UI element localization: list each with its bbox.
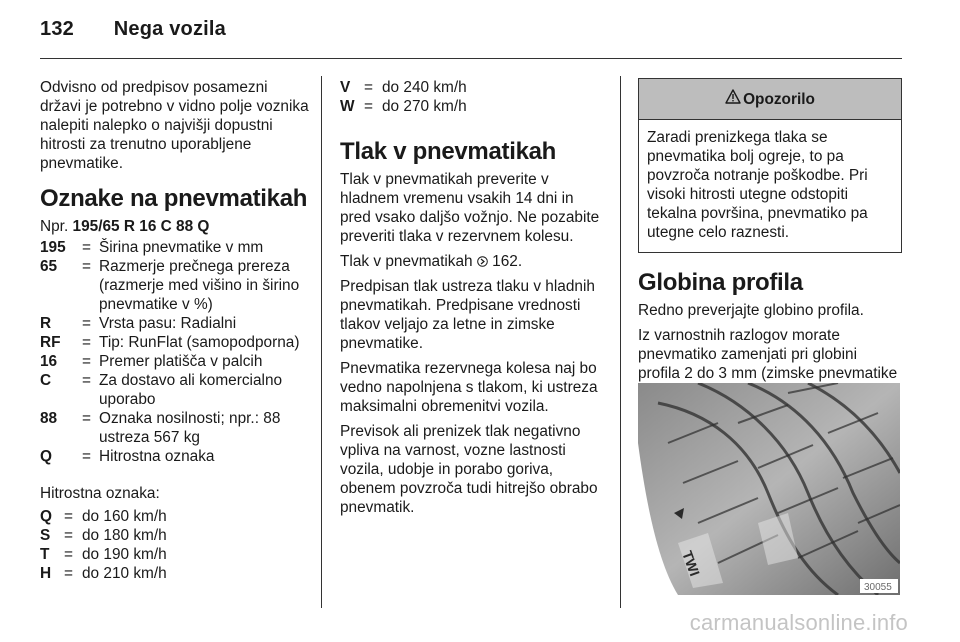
warning-box <box>638 78 902 253</box>
equals-sign: = <box>82 410 91 427</box>
definition-row <box>340 78 606 97</box>
speed-index-list-continued <box>340 78 606 116</box>
definition-row <box>40 507 312 526</box>
chapter-title: Nega vozila <box>113 18 226 40</box>
code-key: H <box>40 565 52 582</box>
code-key: 16 <box>40 353 58 370</box>
speed-index-label: Hitrostna oznaka: <box>40 485 160 502</box>
code-key: S <box>40 527 51 544</box>
pressure-paragraph-5: Previsok ali prenizek tlak negativno vpliva na varnost, vozne lastnosti vozila, udobje in porabo goriva, obenem povzroča tudi hitrejšo obrabo pnevmatik. <box>340 423 598 516</box>
image-code: 30055 <box>864 582 892 593</box>
tread-paragraph-1: Redno preverjajte globino profila. <box>638 302 864 319</box>
page-ref-link[interactable]: 162. <box>492 253 523 270</box>
equals-sign: = <box>64 527 73 544</box>
code-description: do 180 km/h <box>82 527 167 544</box>
warning-triangle-icon <box>725 89 743 109</box>
code-description: Vrsta pasu: Radialni <box>99 315 237 332</box>
page-header <box>40 18 226 41</box>
tire-code-list <box>40 238 312 466</box>
equals-sign: = <box>82 353 91 370</box>
pressure-paragraph-4: Pnevmatika rezervnega kolesa naj bo vedno napolnjena s tlakom, ki ustreza maksimalni obremenitvi vozila. <box>340 360 598 415</box>
warning-title: Opozorilo <box>743 90 815 108</box>
page-number: 132 <box>40 18 74 40</box>
equals-sign: = <box>82 448 91 465</box>
example-line <box>40 217 312 236</box>
definition-row <box>40 564 312 583</box>
pressure-paragraph-1: Tlak v pnevmatikah preverite v hladnem vremenu vsakih 14 dni in pred vsako daljšo vožnjo. Ne pozabite preveriti tlaka v rezervnem kolesu. <box>340 171 600 245</box>
column-3 <box>638 78 902 408</box>
code-description: Hitrostna oznaka <box>99 448 215 465</box>
code-key: 88 <box>40 410 58 427</box>
equals-sign: = <box>64 508 73 525</box>
code-key: R <box>40 315 52 332</box>
warning-header <box>639 79 901 120</box>
code-description: do 240 km/h <box>382 79 467 96</box>
intro-paragraph: Odvisno od predpisov posamezni državi je potrebno v vidno polje voznika nalepiti nalepko o najvišji dopustni hitrosti za trenutno uporabljene pnevmatike. <box>40 79 309 172</box>
code-key: 195 <box>40 239 66 256</box>
code-description: do 270 km/h <box>382 98 467 115</box>
column-1 <box>40 78 312 583</box>
equals-sign: = <box>82 334 91 351</box>
definition-row <box>40 238 312 257</box>
definition-row <box>40 447 312 466</box>
code-description: Tip: RunFlat (samopodporna) <box>99 334 300 351</box>
header-divider <box>40 58 902 59</box>
code-key: W <box>340 98 355 115</box>
code-description: do 160 km/h <box>82 508 167 525</box>
tire-tread-illustration <box>638 383 900 595</box>
equals-sign: = <box>82 372 91 389</box>
column-divider-2 <box>620 76 621 608</box>
tire-markings-heading: Oznake na pnevmatikah <box>40 185 308 212</box>
definition-row <box>40 526 312 545</box>
warning-text: Zaradi prenizkega tlaka se pnevmatika bolj ogreje, to pa povzroča notranje poškodbe. Pri visoki hitrosti utegne odstopiti tekalna površina, pnevmatiko pa utegne celo raznesti. <box>647 129 868 241</box>
code-key: RF <box>40 334 61 351</box>
equals-sign: = <box>364 98 373 115</box>
code-key: T <box>40 546 50 563</box>
code-description: Premer platišča v palcih <box>99 353 263 370</box>
equals-sign: = <box>82 258 91 275</box>
code-key: Q <box>40 508 52 525</box>
example-prefix: Npr. <box>40 218 73 235</box>
column-divider-1 <box>321 76 322 608</box>
speed-index-list <box>40 507 312 583</box>
equals-sign: = <box>364 79 373 96</box>
definition-row <box>40 409 312 447</box>
definition-row <box>40 257 312 314</box>
code-description: do 210 km/h <box>82 565 167 582</box>
tread-paragraph-2: Iz varnostnih razlogov morate pnevmatiko zamenjati pri globini profila 2 do 3 mm (zimske pnevmatike <box>638 327 898 382</box>
code-description: Oznaka nosilnosti; npr.: 88 ustreza 567 kg <box>99 410 281 446</box>
equals-sign: = <box>64 546 73 563</box>
code-description: Za dostavo ali komercialno uporabo <box>99 372 283 408</box>
code-description: Širina pnevmatike v mm <box>99 239 264 256</box>
equals-sign: = <box>64 565 73 582</box>
code-key: C <box>40 372 52 389</box>
definition-row <box>40 371 312 409</box>
tire-pressure-heading: Tlak v pnevmatikah <box>340 138 557 165</box>
equals-sign: = <box>82 239 91 256</box>
tread-depth-heading: Globina profila <box>638 269 803 296</box>
definition-row <box>40 314 312 333</box>
code-description: do 190 km/h <box>82 546 167 563</box>
definition-row <box>40 545 312 564</box>
pressure-reference <box>340 252 606 271</box>
page-ref-arrow-icon <box>477 253 488 270</box>
code-key: V <box>340 79 351 96</box>
definition-row <box>40 352 312 371</box>
twi-marking: TWI <box>679 548 703 579</box>
definition-row <box>40 333 312 352</box>
code-key: Q <box>40 448 52 465</box>
code-key: 65 <box>40 258 58 275</box>
pressure-reference-text: Tlak v pnevmatikah <box>340 253 477 270</box>
example-code: 195/65 R 16 C 88 Q <box>72 218 210 235</box>
equals-sign: = <box>82 315 91 332</box>
definition-row <box>340 97 606 116</box>
pressure-paragraph-3: Predpisan tlak ustreza tlaku v hladnih pnevmatikah. Predpisane vrednosti tlakov veljajo za letne in zimske pnevmatike. <box>340 278 595 352</box>
code-description: Razmerje prečnega prereza (razmerje med višino in širino pnevmatike v %) <box>99 258 300 313</box>
watermark: carmanualsonline.info <box>689 610 908 635</box>
column-2 <box>340 78 606 523</box>
